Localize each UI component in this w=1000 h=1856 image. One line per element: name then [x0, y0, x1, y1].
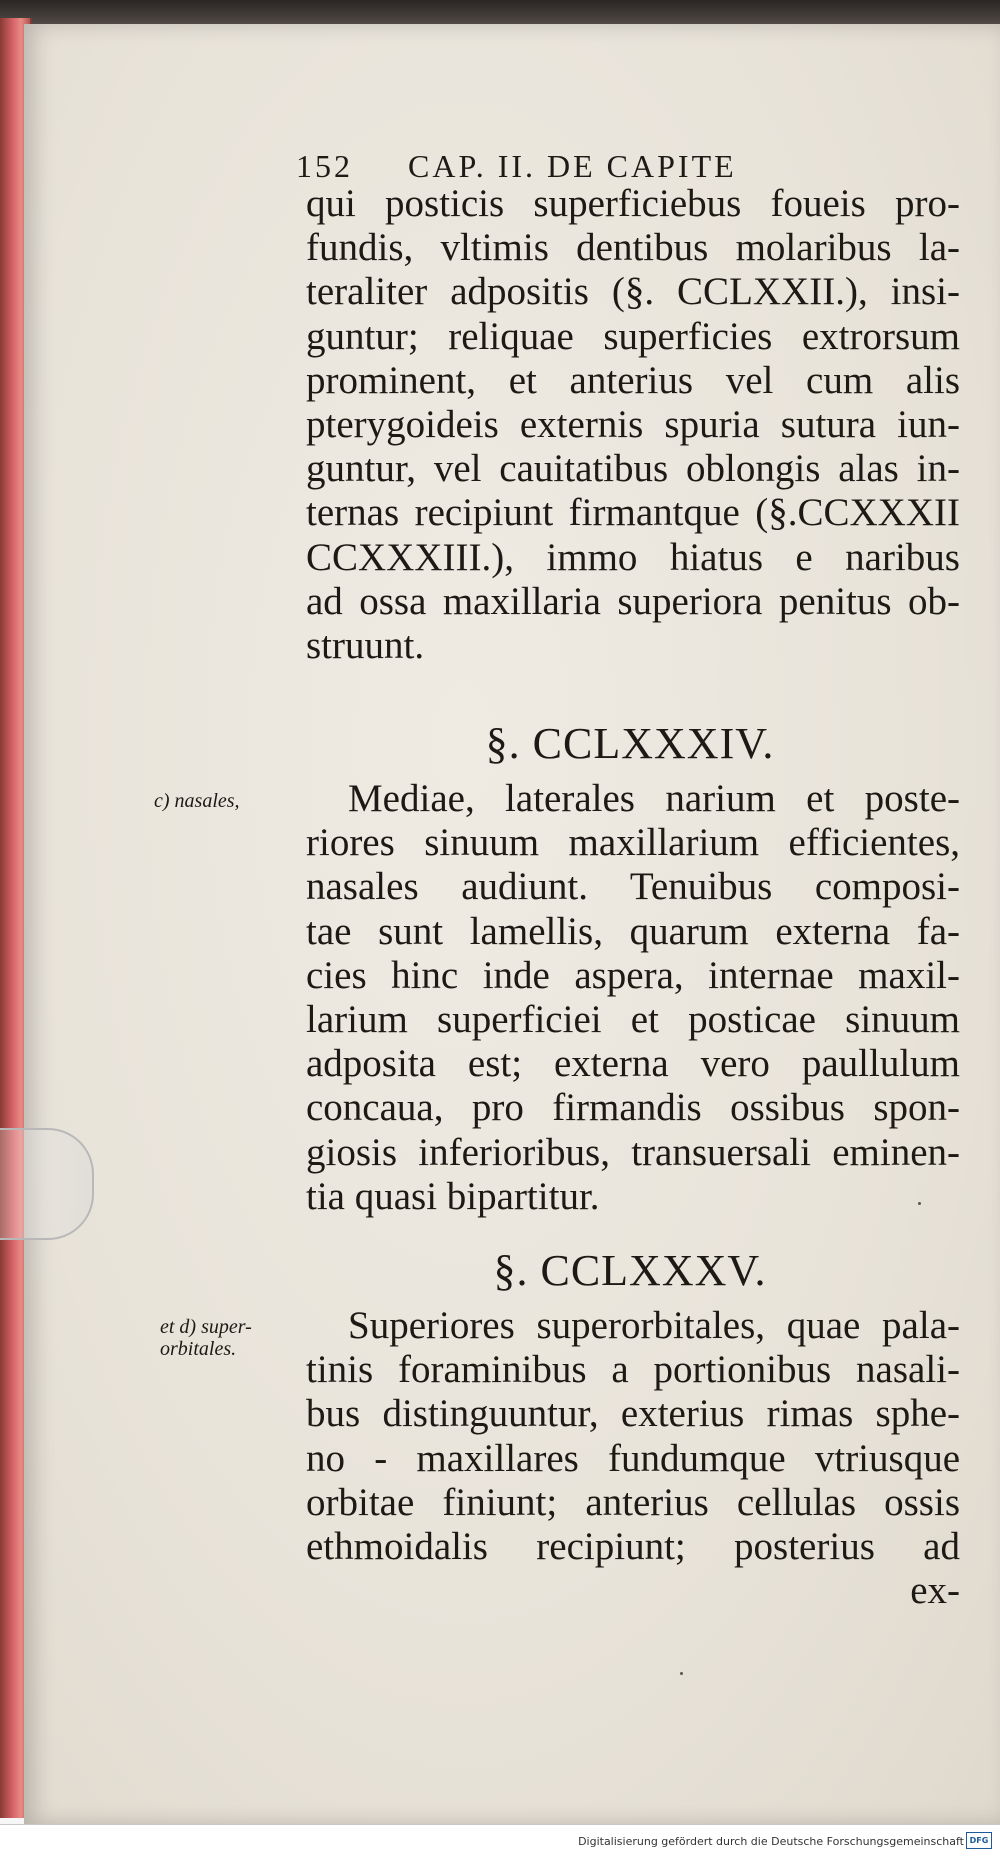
- margin-note-superorbitales-1: et d) super-: [160, 1316, 252, 1338]
- text-line: tia quasi bipartitur.: [306, 1174, 600, 1218]
- text-line: larium superficiei et posticae sinuum: [306, 997, 960, 1041]
- text-line: guntur; reliquae superficies extrorsum: [306, 314, 960, 358]
- text-line: nasales audiunt. Tenuibus composi-: [306, 865, 960, 909]
- text-line: guntur, vel cauitatibus oblongis alas in-: [306, 447, 960, 491]
- running-head: [296, 148, 856, 185]
- paragraph-2: [306, 777, 960, 1219]
- text-line: ternas recipiunt firmantque (§.CCXXXII: [306, 491, 960, 535]
- text-line: qui posticis superficiebus foueis pro-: [306, 182, 960, 225]
- text-line: fundis, vltimis dentibus molaribus la-: [306, 226, 960, 270]
- ink-speck: [680, 1672, 683, 1675]
- text-line: no - maxillares fundumque vtriusque: [306, 1436, 960, 1480]
- margin-note-superorbitales-2: orbitales.: [160, 1338, 237, 1360]
- text-line: pterygoideis externis spuria sutura iun-: [306, 402, 960, 446]
- text-line: CCXXXIII.), immo hiatus e naribus: [306, 535, 960, 579]
- text-line: Superiores superorbitales, quae pala-: [348, 1304, 960, 1347]
- text-line: cies hinc inde aspera, internae maxil-: [306, 953, 960, 997]
- text-line: Mediae, laterales narium et poste-: [348, 777, 960, 820]
- text-line: adposita est; externa vero paullulum: [306, 1042, 960, 1086]
- section-heading-ccLXXXIV: §. CCLXXXIV.: [485, 719, 775, 768]
- page-number: 152: [296, 148, 353, 184]
- page-clip-overlay: [0, 1128, 94, 1240]
- text-line: teraliter adpositis (§. CCLXXII.), insi-: [306, 270, 960, 314]
- text-line: ethmoidalis recipiunt; posterius ad: [306, 1524, 960, 1568]
- text-line: ad ossa maxillaria superiora penitus ob-: [306, 579, 960, 623]
- text-line: orbitae finiunt; anterius cellulas ossis: [306, 1480, 960, 1524]
- section-heading-ccLXXXV: §. CCLXXXV.: [493, 1246, 767, 1295]
- dfg-logo-icon: DFG: [966, 1832, 992, 1849]
- text-line: struunt.: [306, 623, 425, 667]
- digitization-credit: Digitalisierung gefördert durch die Deutsche Forschungsgemeinschaft: [578, 1835, 964, 1848]
- text-line: prominent, et anterius vel cum alis: [306, 358, 960, 402]
- text-line: concaua, pro firmandis ossibus spon-: [306, 1086, 960, 1130]
- paragraph-3: [306, 1304, 960, 1613]
- ink-speck: [918, 1202, 921, 1205]
- paragraph-1: [306, 182, 960, 668]
- text-line: riores sinuum maxillarium efficientes,: [306, 821, 960, 865]
- text-line: giosis inferioribus, transuersali eminen-: [306, 1130, 960, 1174]
- text-line: bus distinguuntur, exterius rimas sphe-: [306, 1392, 960, 1436]
- text-line: tinis foraminibus a portionibus nasali-: [306, 1348, 960, 1392]
- margin-note-nasales: c) nasales,: [154, 790, 240, 812]
- running-title: CAP. II. DE CAPITE: [408, 148, 737, 184]
- text-line: tae sunt lamellis, quarum externa fa-: [306, 909, 960, 953]
- catchword: ex-: [910, 1569, 960, 1613]
